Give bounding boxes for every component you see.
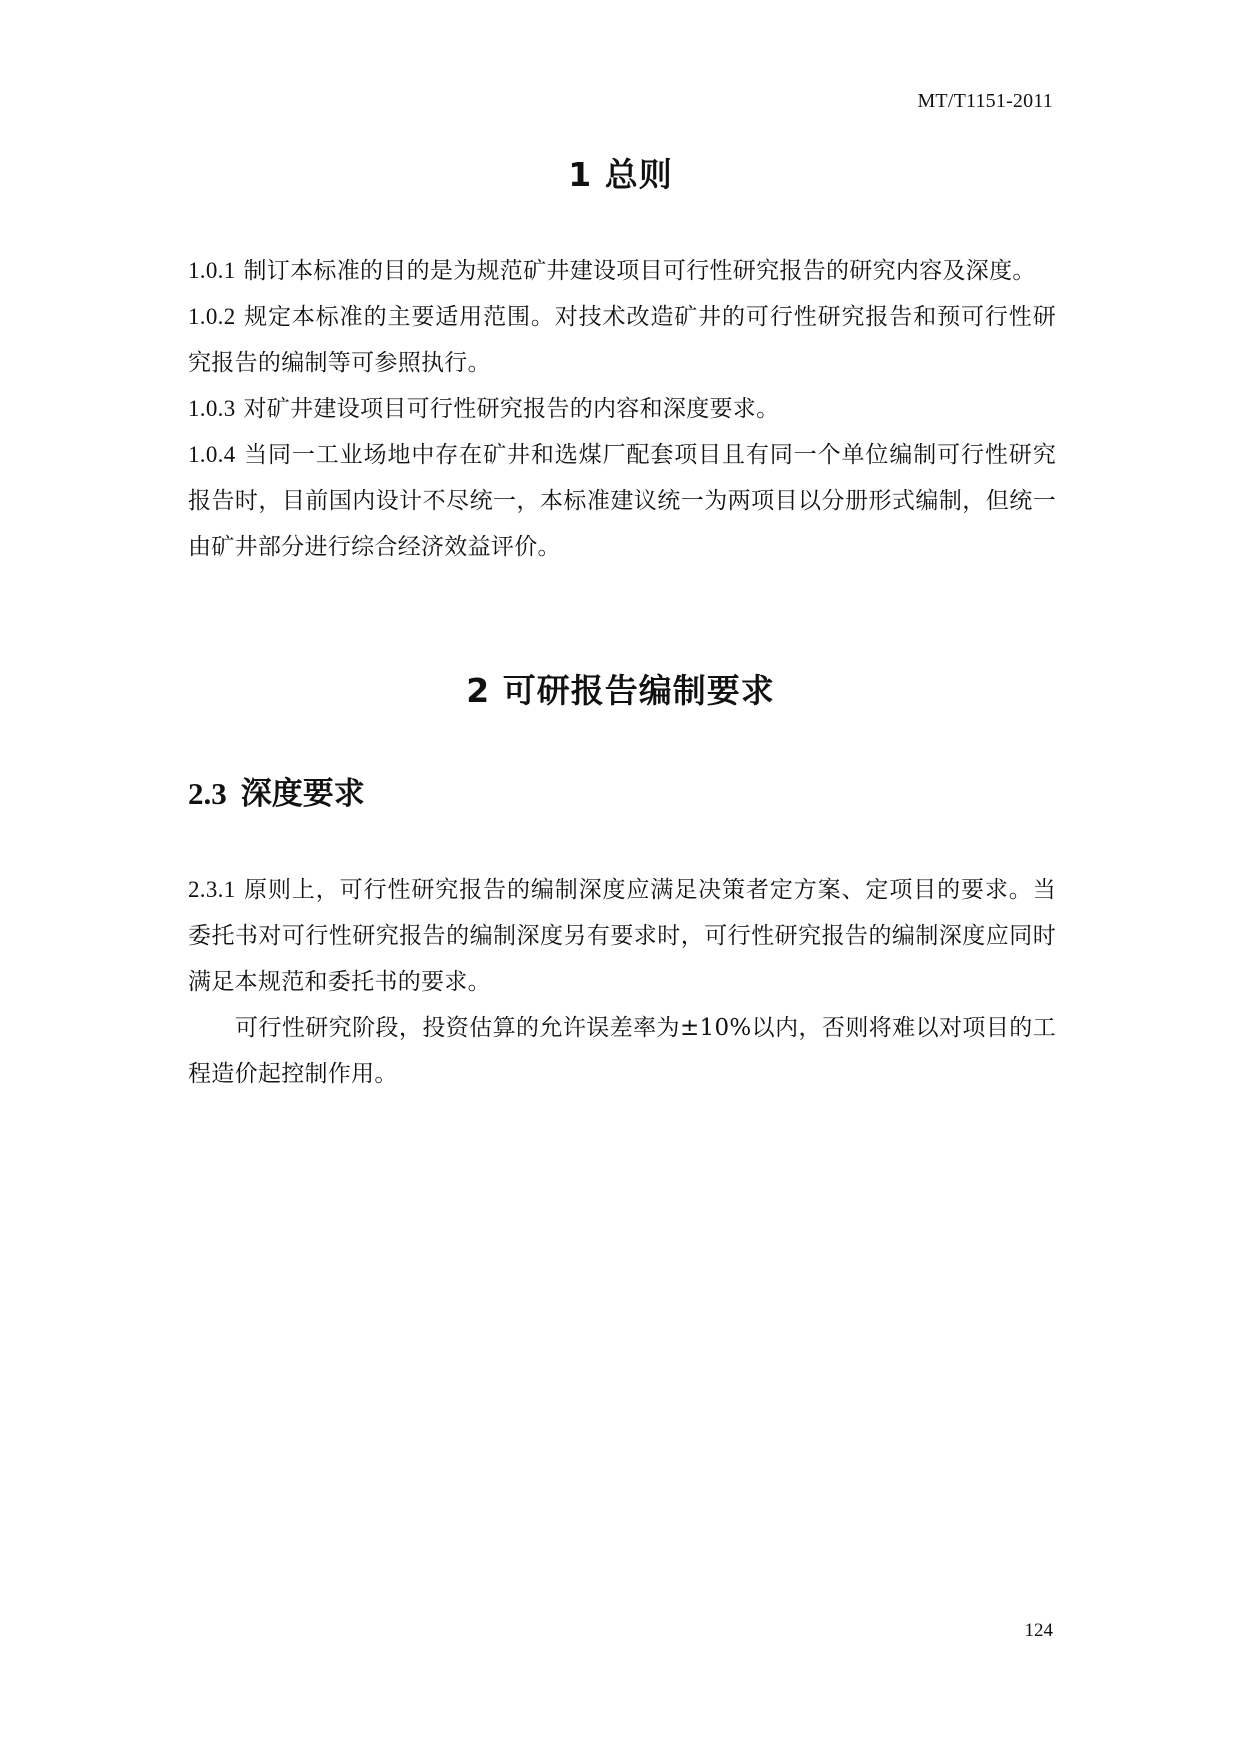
clause-number: 1.0.4 xyxy=(188,442,236,467)
clause-number: 1.0.1 xyxy=(188,258,236,283)
clause-2-3-1 xyxy=(188,867,1056,1005)
clause-1-0-1 xyxy=(188,248,1056,294)
clause-number: 1.0.2 xyxy=(188,304,236,329)
section-1-title: 1 总则 xyxy=(568,155,673,194)
clause-1-0-3 xyxy=(188,386,1056,432)
clause-1-0-2 xyxy=(188,294,1056,386)
section-2-title: 2 可研报告编制要求 xyxy=(466,671,775,710)
subsection-2-3-title xyxy=(188,774,365,814)
clause-text: 制订本标准的目的是为规范矿井建设项目可行性研究报告的研究内容及深度。 xyxy=(243,258,1036,284)
subsection-label: 深度要求 xyxy=(240,776,365,812)
clause-text: 原则上，可行性研究报告的编制深度应满足决策者定方案、定项目的要求。当委托书对可行性研究报告的编制深度另有要求时，可行性研究报告的编制深度应同时满足本规范和委托书的要求。 xyxy=(188,877,1056,995)
clause-number: 2.3.1 xyxy=(188,877,236,902)
body-paragraph: 可行性研究阶段，投资估算的允许误差率为±10%以内，否则将难以对项目的工程造价起控制作用。 xyxy=(188,1015,1056,1087)
page-number: 124 xyxy=(1024,1620,1053,1641)
section-1-body xyxy=(188,248,1056,570)
subsection-number: 2.3 xyxy=(188,776,227,811)
clause-text: 对矿井建设项目可行性研究报告的内容和深度要求。 xyxy=(243,396,780,422)
clause-text: 当同一工业场地中存在矿井和选煤厂配套项目且有同一个单位编制可行性研究报告时，目前国内设计不尽统一，本标准建议统一为两项目以分册形式编制，但统一由矿井部分进行综合经济效益评价。 xyxy=(188,442,1056,560)
clause-text: 规定本标准的主要适用范围。对技术改造矿井的可行性研究报告和预可行性研究报告的编制等可参照执行。 xyxy=(188,304,1056,376)
document-code: MT/T1151-2011 xyxy=(917,90,1053,112)
clause-1-0-4 xyxy=(188,432,1056,570)
clause-number: 1.0.3 xyxy=(188,396,236,421)
subsection-2-3-body xyxy=(188,867,1056,1097)
